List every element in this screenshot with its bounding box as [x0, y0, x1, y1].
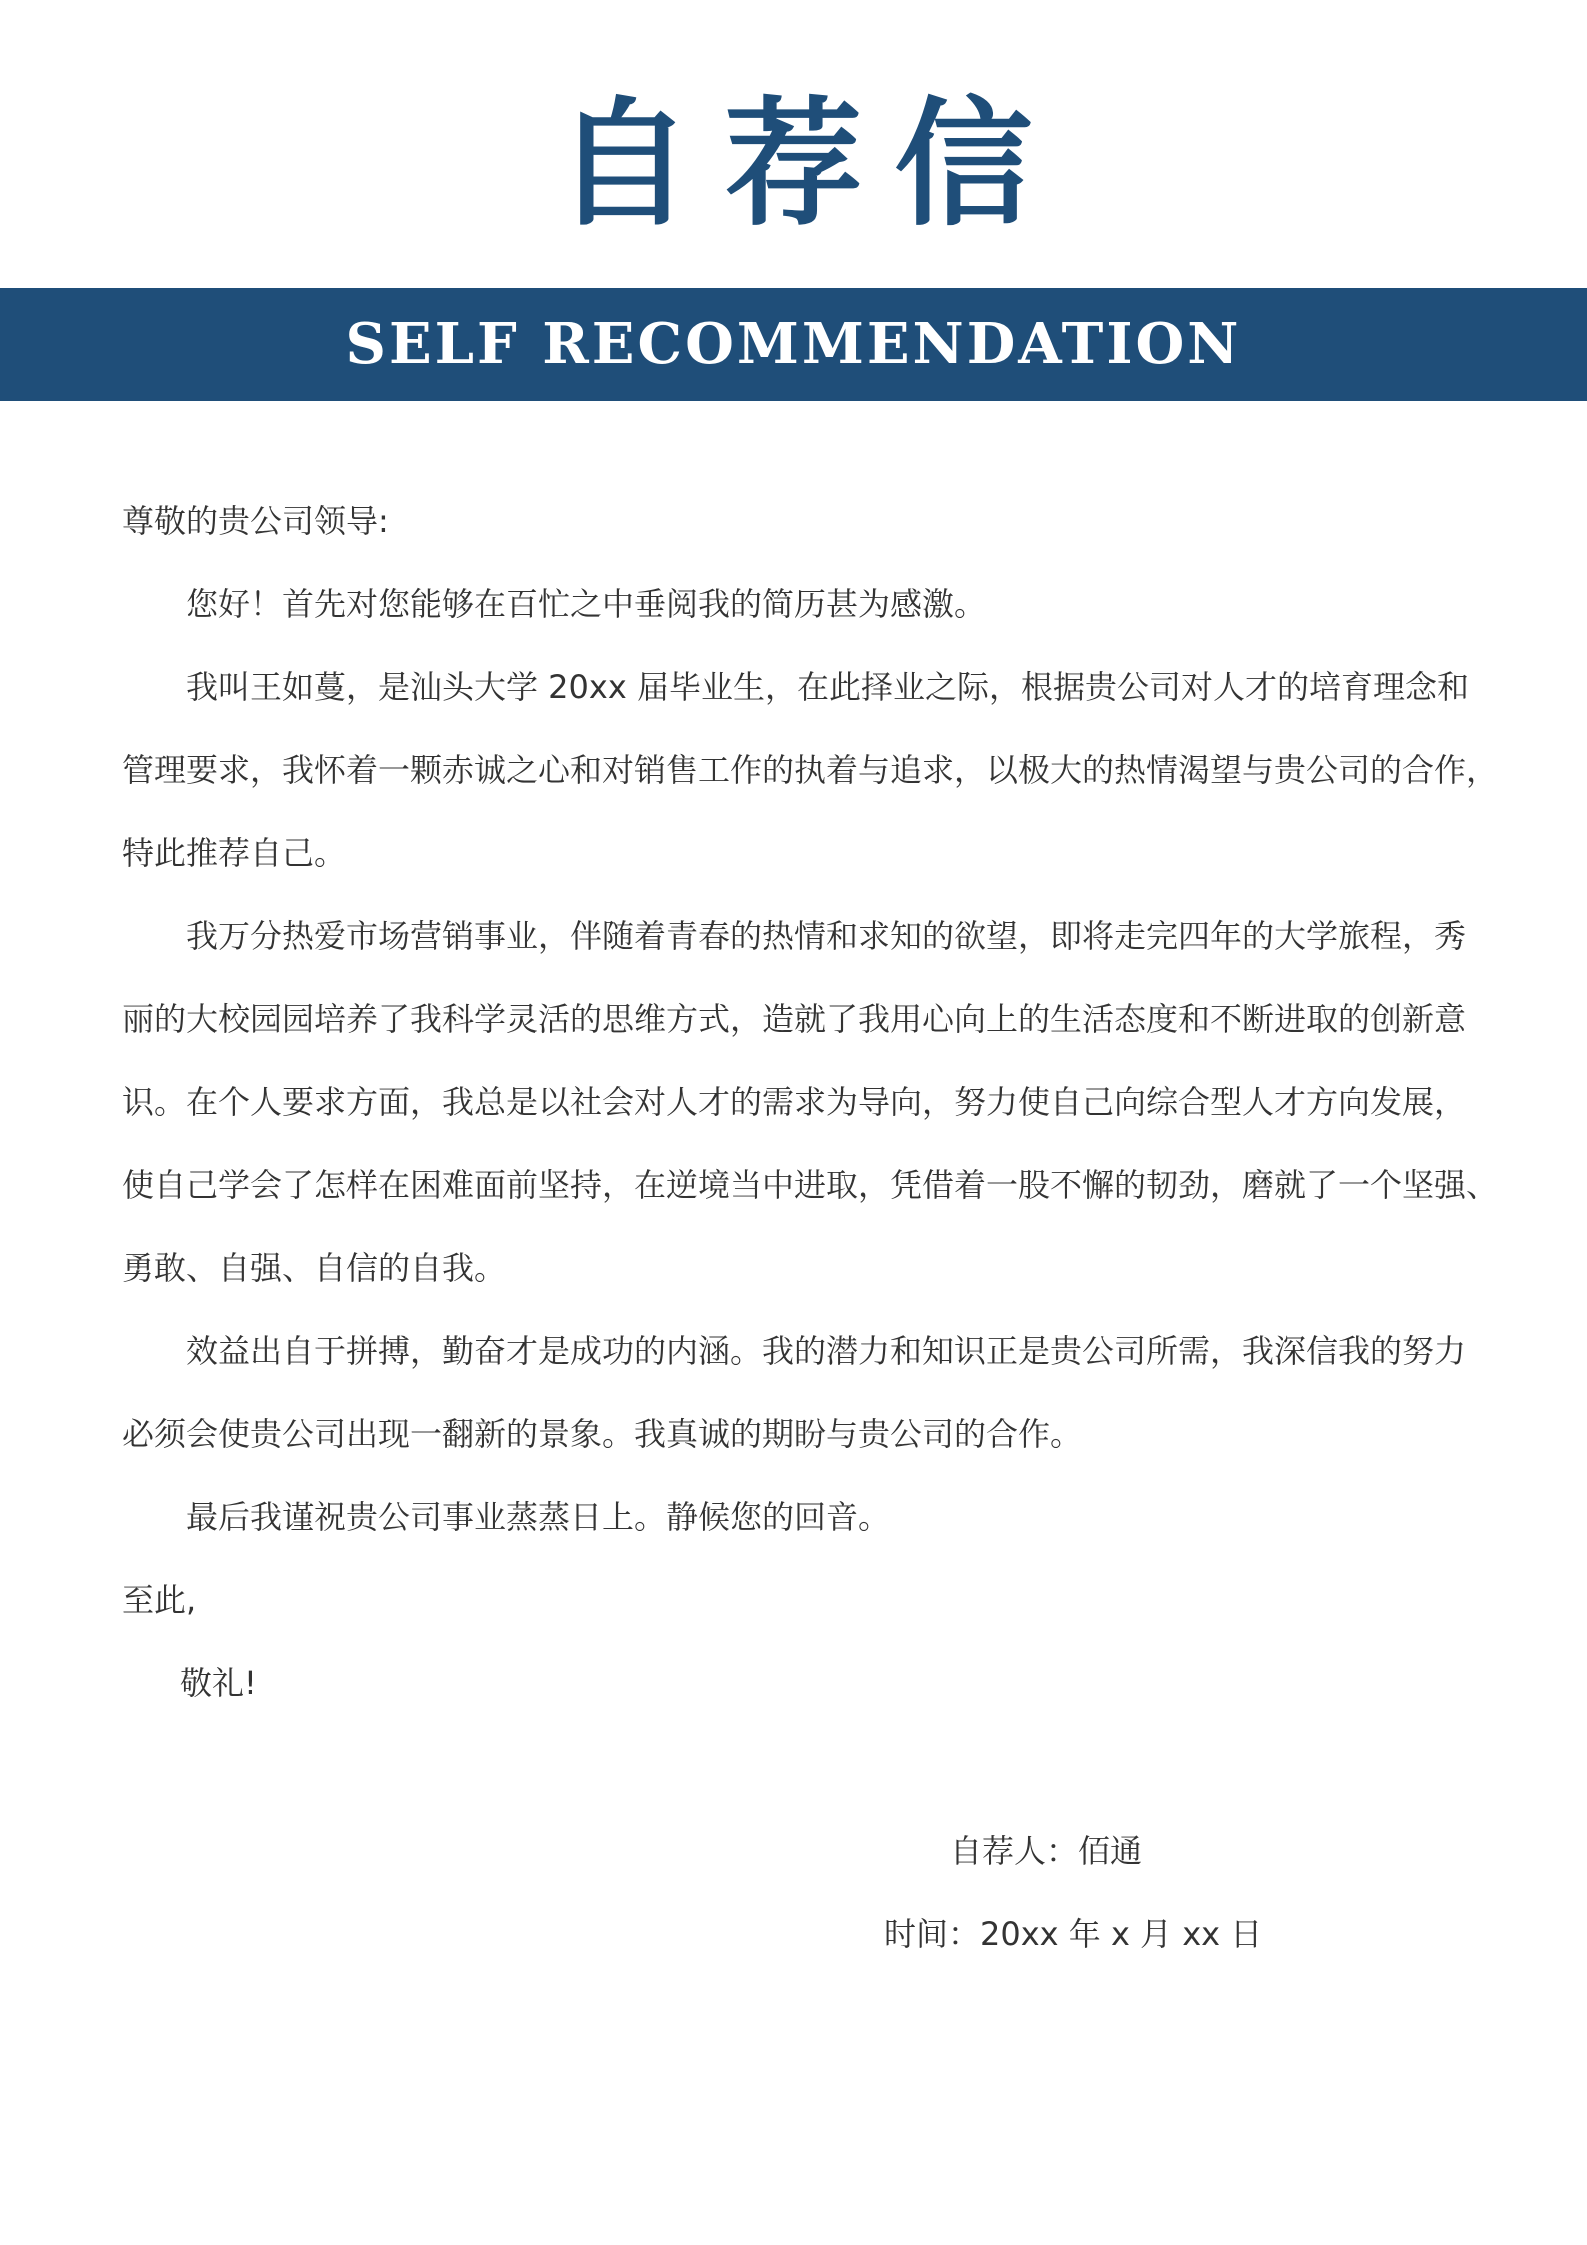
paragraph-line: 使自己学会了怎样在困难面前坚持，在逆境当中进取，凭借着一股不懈的韧劲，磨就了一个坚强、 [122, 1166, 1499, 1204]
letter-body [122, 480, 1499, 1725]
paragraph-line: 必须会使贵公司出现一翻新的景象。我真诚的期盼与贵公司的合作。 [122, 1415, 1083, 1453]
subtitle-text: SELF RECOMMENDATION [345, 311, 1242, 377]
greeting-line: 您好！首先对您能够在百忙之中垂阅我的简历甚为感激。 [186, 585, 987, 623]
closing-line: 至此, [122, 1581, 197, 1619]
paragraph-line: 勇敢、自强、自信的自我。 [122, 1249, 507, 1287]
paragraph-line: 我万分热爱市场营销事业，伴随着青春的热情和求知的欲望，即将走完四年的大学旅程，秀 [186, 917, 1467, 955]
signature-date: 时间：20xx 年 x 月 xx 日 [884, 1915, 1263, 1953]
letter-title: 自荐信 [554, 84, 1065, 245]
paragraph-line: 管理要求，我怀着一颗赤诚之心和对销售工作的执着与追求，以极大的热情渴望与贵公司的合作， [122, 751, 1499, 789]
signer-name: 自荐人：佰通 [950, 1832, 1143, 1870]
subtitle-banner [0, 288, 1587, 401]
salutation: 尊敬的贵公司领导: [122, 502, 389, 540]
regards-line: 敬礼! [180, 1664, 257, 1702]
paragraph-line: 最后我谨祝贵公司事业蒸蒸日上。静候您的回音。 [186, 1498, 891, 1536]
paragraph-line: 识。在个人要求方面，我总是以社会对人才的需求为导向，努力使自己向综合型人才方向发展， [122, 1083, 1467, 1121]
paragraph-line: 特此推荐自己。 [122, 834, 347, 872]
paragraph-line: 丽的大校园园培养了我科学灵活的思维方式，造就了我用心向上的生活态度和不断进取的创新意 [122, 1000, 1467, 1038]
paragraph-line: 效益出自于拼搏，勤奋才是成功的内涵。我的潜力和知识正是贵公司所需，我深信我的努力 [186, 1332, 1467, 1370]
paragraph-line: 我叫王如蔓，是汕头大学 20xx 届毕业生，在此择业之际，根据贵公司对人才的培育理念和 [186, 668, 1469, 706]
